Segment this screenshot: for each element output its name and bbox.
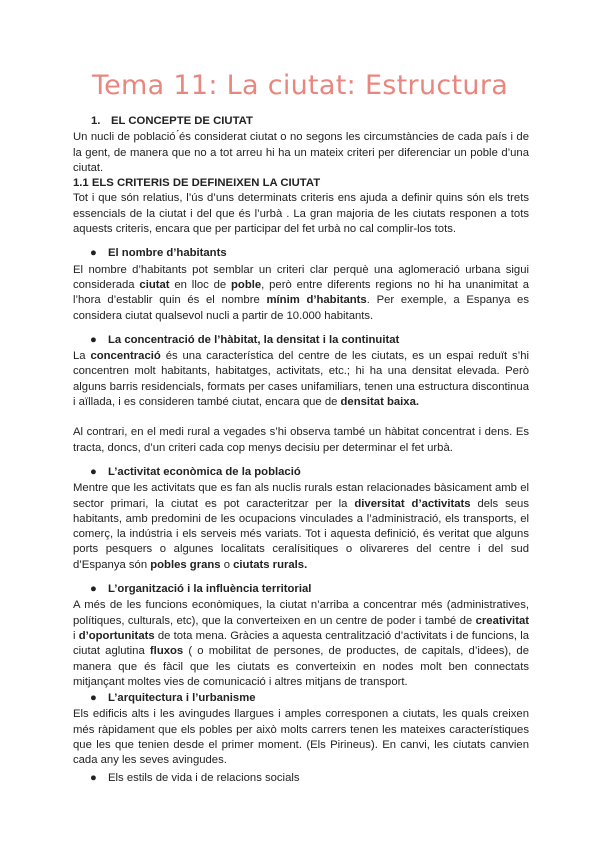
section-heading-text: EL CONCEPTE DE CIUTAT: [111, 115, 253, 127]
keyword: d’oportunitats: [78, 629, 155, 642]
paragraph: La concentració és una característica del centre de les ciutats, es un espai reduït s’hi concentren molt habitants, habitatges, activitats, etc.; hi ha una densitat elevada. Però alguns barris residencials, formats per cases unifamiliars, tenen una estructura discontinua i aïllada, i es consideren també ciutat, encara que de densitat baixa.: [73, 350, 529, 409]
bullet-icon: ●: [90, 583, 97, 596]
paragraph: Mentre que les activitats que es fan als nuclis rurals estan relacionades bàsicament amb el sector primari, la ciutat es pot caracteritzar per la diversitat d’activitats dels seus habitants, amb predomini de les ocupacions vinculades a l’administració, els transports, el comerç, la indústria i els serveis més variats. Tot i aquesta definició, és veritat que alguns ports pesquers o algunes localitats ceralísitiques o olivareres del centre i del sud d’Espanya són pobles grans o ciutats rurals.: [73, 482, 529, 571]
paragraph: Els edificis alts i les avingudes llargues i amples corresponen a ciutats, les quals creixen més ràpidament que els pobles per això molts carrers tenen les mateixes característiques que les que tenien desde el primer moment. (Els Pirineus). En canvi, les ciutats canvien cada any les seves avingudes.: [73, 708, 529, 767]
document-body: [73, 114, 529, 786]
bullet-icon: ●: [90, 771, 97, 784]
bullet-icon: ●: [90, 247, 97, 260]
bullet-heading: [73, 333, 529, 348]
bullet-heading-text: L’activitat econòmica de la població: [108, 465, 301, 478]
paragraph: El nombre d’habitants pot semblar un criteri clar perquè una aglomeració urbana sigui considerada ciutat en lloc de poble, però entre diferents regions no hi ha unanimitat a l’hora d’establir quin és el nombre mínim d’habitants. Per exemple, a Espanya es considera ciutat qualsevol nucli a partir de 10.000 habitants.: [73, 263, 529, 322]
bullet-heading-text: La concentració de l’hàbitat, la densitat i la continuitat: [108, 333, 400, 346]
paragraph: Tot i que són relatius, l’ús d’uns determinats criteris ens ajuda a definir quins són els trets essencials de la ciutat i del que és l’urbà . La gran majoria de les ciutats responen a tots aquests criteris, encara que per participar del fet urbà no cal complir-los tots.: [73, 192, 529, 236]
bullet-heading-text: L’arquitectura i l’urbanisme: [108, 692, 256, 705]
bullet-item-text: Els estils de vida i de relacions socials: [108, 771, 300, 784]
spacer: [73, 410, 529, 425]
keyword: diversitat d’activitats: [354, 497, 471, 510]
paragraph: Al contrari, en el medi rural a vegades s’hi observa també un hàbitat concentrat i dens. Es tracta, doncs, d’un criteri cada cop menys decisiu per determinar el fet urbà.: [73, 426, 529, 454]
bullet-heading: [73, 246, 529, 261]
keyword: ciutat: [139, 278, 170, 291]
paragraph: A més de les funcions econòmiques, la ciutat n’arriba a concentrar més (administratives, polítiques, culturals, etc), que la converteixen en un centre de poder i també de creativitat i d’oportunitats de tota mena. Gràcies a aquesta centralització d’activitats i de funcions, la ciutat aglutina fluxos ( o mobilitat de persones, de productes, de capitals, d’idees), de manera que és fàcil que les ciutats es converteixin en nodes molt ben connectats mitjançant moltes vies de comunicació i altres mitjans de transport.: [73, 599, 530, 688]
keyword: concentració: [90, 350, 161, 363]
section-number: 1.: [91, 115, 101, 127]
keyword: ciutats rurals.: [233, 558, 308, 571]
keyword: creativitat: [475, 614, 529, 627]
bullet-item: [73, 771, 529, 786]
paragraph: Un nucli de població ́és considerat ciutat o no segons les circumstàncies de cada país i de la gent, de manera que no a tot arreu hi ha un mateix criteri per diferenciar un poble d’una ciutat.: [73, 131, 529, 174]
keyword: fluxos: [149, 645, 184, 658]
bullet-icon: ●: [90, 465, 97, 478]
page-title: Tema 11: La ciutat: Estructura: [91, 70, 509, 101]
section-heading: [73, 114, 529, 129]
bullet-heading: [73, 691, 529, 706]
bullet-icon: ●: [90, 692, 97, 705]
bullet-heading-text: El nombre d’habitants: [108, 247, 227, 260]
subsection-heading: 1.1 ELS CRITERIS DE DEFINEIXEN LA CIUTAT: [73, 177, 321, 190]
bullet-heading: [73, 465, 529, 480]
bullet-icon: ●: [90, 333, 97, 346]
bullet-heading: [73, 582, 529, 597]
keyword: pobles grans: [150, 558, 221, 571]
keyword: mínim d’habitants: [266, 294, 367, 307]
bullet-heading-text: L’organització i la influència territorial: [108, 583, 312, 596]
keyword: poble: [231, 278, 262, 291]
keyword: densitat baixa.: [340, 396, 420, 409]
